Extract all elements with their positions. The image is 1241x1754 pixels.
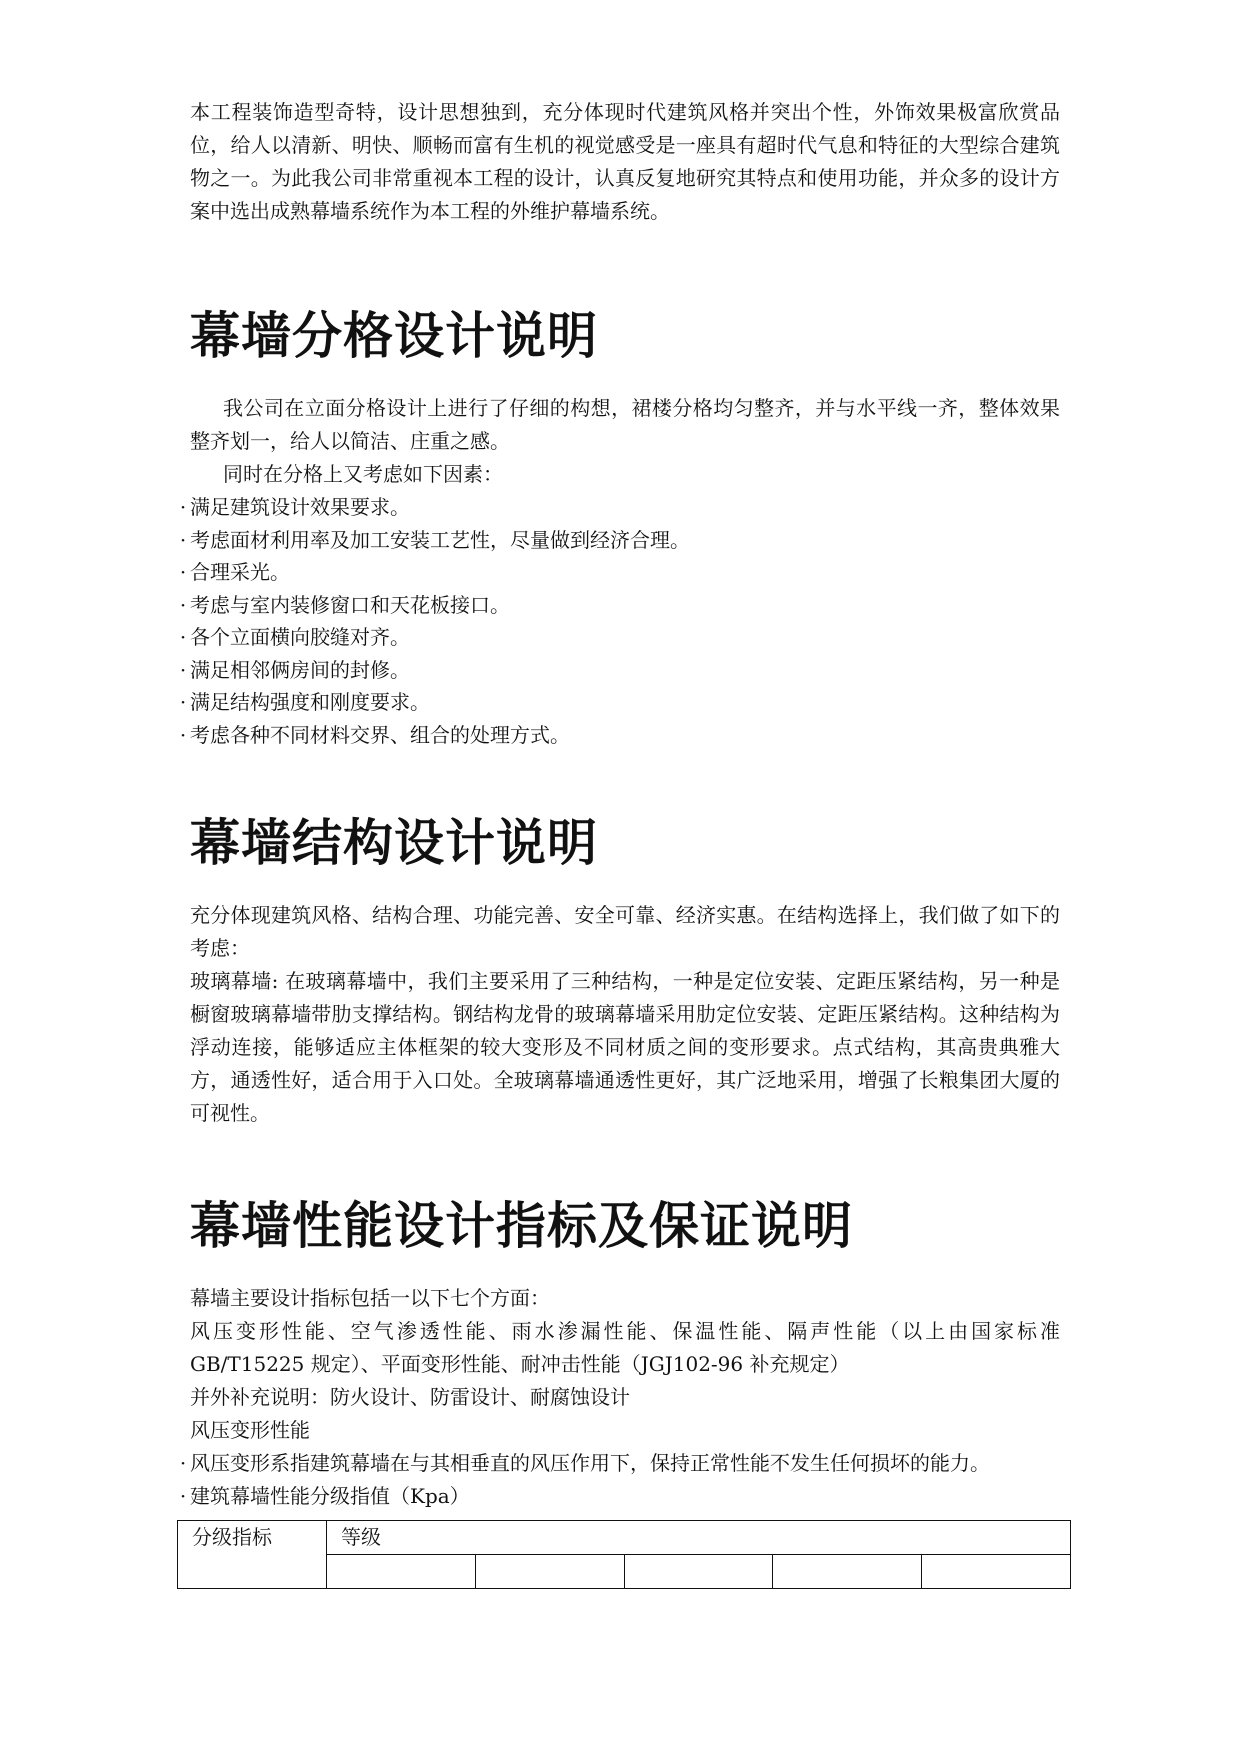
list-item: · 满足结构强度和刚度要求。 [176, 686, 1046, 719]
performance-grade-table [177, 1520, 1071, 1589]
list-item: · 满足建筑设计效果要求。 [176, 491, 1046, 524]
list-item: · 考虑各种不同材料交界、组合的处理方式。 [176, 719, 1046, 752]
table-row [178, 1521, 1071, 1555]
bullet-icon: · [179, 657, 187, 682]
section-heading-partition: 幕墙分格设计说明 [190, 307, 598, 365]
bullet-icon: · [179, 495, 187, 519]
list-item: · 合理采光。 [176, 556, 1046, 589]
section-heading-performance: 幕墙性能设计指标及保证说明 [190, 1197, 853, 1255]
performance-indicators: 风压变形性能、空气渗透性能、雨水渗漏性能、保温性能、隔声性能（以上由国家标准GB/T15225 规定）、平面变形性能、耐冲击性能（JGJ102-96 补充规定） [190, 1319, 1060, 1376]
wind-pressure-list [179, 1447, 1060, 1512]
table-header-grade: 等级 [327, 1521, 1071, 1555]
structure-paragraph: 充分体现建筑风格、结构合理、功能完善、安全可靠、经济实惠。在结构选择上，我们做了如下的考虑： [190, 903, 1060, 960]
table-cell [327, 1555, 476, 1589]
list-item: · 考虑与室内装修窗口和天花板接口。 [176, 589, 1046, 622]
partition-factors-intro: 同时在分格上又考虑如下因素： [223, 462, 503, 486]
list-item: · 风压变形系指建筑幕墙在与其相垂直的风压作用下，保持正常性能不发生任何损坏的能力。 [176, 1447, 1046, 1480]
bullet-icon: · [179, 592, 187, 617]
partition-factor-list [179, 491, 1060, 751]
table-cell [475, 1555, 624, 1589]
bullet-icon: · [179, 625, 187, 649]
wind-pressure-heading: 风压变形性能 [190, 1418, 310, 1442]
table-cell [624, 1555, 773, 1589]
supplementary-notes: 并外补充说明：防火设计、防雷设计、耐腐蚀设计 [190, 1385, 630, 1409]
list-item: · 建筑幕墙性能分级指值（Kpa） [176, 1480, 1046, 1513]
table-cell [922, 1555, 1071, 1589]
bullet-icon: · [179, 690, 187, 714]
list-item: · 满足相邻俩房间的封修。 [176, 654, 1046, 687]
document-content [179, 96, 1060, 1512]
bullet-icon: · [179, 722, 187, 747]
performance-intro: 幕墙主要设计指标包括一以下七个方面： [190, 1286, 550, 1310]
bullet-icon: · [179, 527, 187, 552]
glass-curtain-wall-paragraph: 玻璃幕墙: 在玻璃幕墙中，我们主要采用了三种结构，一种是定位安装、定距压紧结构，另一种是橱窗玻璃幕墙带肋支撑结构。钢结构龙骨的玻璃幕墙采用肋定位安装、定距压紧结构。这种结构为浮动连接，能够适应主体框架的较大变形及不同材质之间的变形要求。点式结构，其高贵典雅大方，通透性好，适合用于入口处。全玻璃幕墙通透性更好，其广泛地采用，增强了长粮集团大厦的可视性。 [190, 969, 1060, 1125]
partition-paragraph: 我公司在立面分格设计上进行了仔细的构想，裙楼分格均匀整齐，并与水平线一齐，整体效果整齐划一，给人以简洁、庄重之感。 [190, 396, 1060, 453]
bullet-icon: · [179, 560, 187, 584]
list-item: · 考虑面材利用率及加工安装工艺性，尽量做到经济合理。 [176, 524, 1046, 557]
intro-paragraph: 本工程装饰造型奇特，设计思想独到，充分体现时代建筑风格并突出个性，外饰效果极富欣赏品位，给人以清新、明快、顺畅而富有生机的视觉感受是一座具有超时代气息和特征的大型综合建筑物之一。为此我公司非常重视本工程的设计，认真反复地研究其特点和使用功能，并众多的设计方案中选出成熟幕墙系统作为本工程的外维护幕墙系统。 [190, 100, 1060, 223]
table-cell [773, 1555, 922, 1589]
bullet-icon: · [179, 1451, 187, 1475]
table-header-grading-index: 分级指标 [178, 1521, 327, 1589]
list-item: · 各个立面横向胶缝对齐。 [176, 621, 1046, 654]
section-heading-structure: 幕墙结构设计说明 [190, 814, 598, 872]
bullet-icon: · [179, 1483, 187, 1508]
